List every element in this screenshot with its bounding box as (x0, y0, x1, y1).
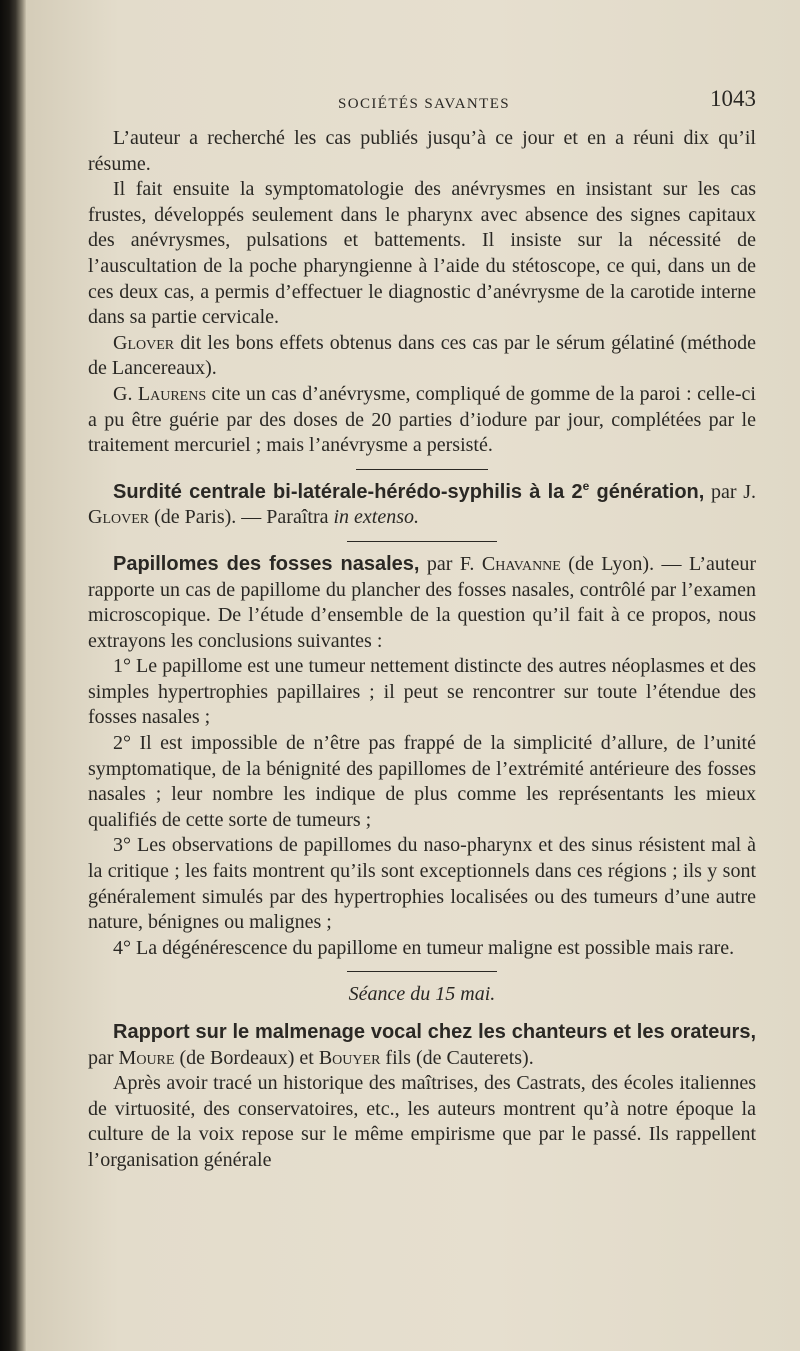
byline-mid: (de Bordeaux) et (174, 1046, 319, 1069)
paragraph-text: (de Lyon). — L’auteur rapporte un cas de papillome du plancher des fosses nasales, contrôlé par l’examen microscopique. De l’étude d’ensemble de la question qu’il fait à ce propos, nous extrayons les conclusions suivantes : (88, 552, 757, 652)
conclusion-item: 2° Il est impossible de n’être pas frappé de la simplicité d’allure, de l’unité symptomatique, de la bénignité des papillomes de l’extrémité antérieure des fosses nasales ; leur nombre les indique de plus comme les représentants les mieux qualifiés de cette sorte de tumeurs ; (88, 732, 756, 831)
section-title: Surdité centrale bi-latérale-hérédo-syphilis à la 2 (113, 480, 583, 503)
section-rapport (88, 1020, 756, 1071)
running-head (88, 86, 756, 116)
paragraph-text: cite un cas d’anévrysme, compliqué de gomme de la paroi : celle-ci a pu être guérie par des doses de 20 parties d’iodure par jour, complétées par le traitement mercuriel ; mais l’anévrysme a persisté. (88, 382, 756, 457)
conclusion-item: 1° Le papillome est une tumeur nettement distincte des autres néoplasmes et des simples hypertrophies papillaires ; il peut se rencontrer sur toute l’étendue des fosses nasales ; (88, 655, 756, 729)
section-divider (347, 971, 497, 972)
book-binding-shadow (0, 0, 26, 1351)
author-initial: G. (113, 382, 138, 405)
author-name: Glover (88, 506, 150, 529)
byline: par (88, 1046, 119, 1069)
conclusion-item: 3° Les observations de papillomes du naso-pharynx et des sinus résistent mal à la critique ; les faits montrent qu’ils sont exceptionnels dans ces régions ; ils y sont généralement simulés par des hypertrophies localisées ou des tumeurs d’une autre nature, bénignes ou malignes ; (88, 834, 756, 934)
author-name: Bouyer (318, 1046, 381, 1069)
section-papillomes (88, 552, 756, 654)
byline: par J. (704, 480, 756, 503)
author-name: Laurens (137, 382, 207, 405)
section-divider (356, 469, 488, 470)
byline-place: (de Paris). — Paraîtra (149, 506, 334, 529)
paragraph-symptomatology: Il fait ensuite la symptomatologie des anévrysmes en insistant sur les cas frustes, développés seulement dans le pharynx avec absence des signes capitaux des anévrysmes, pulsations et battements. Il insiste sur la nécessité de l’auscultation de la poche pharyngienne à l’aide du stétoscope, ce qui, dans un de ces deux cas, a permis d’effectuer le diagnostic d’anévrysme de la carotide interne dans sa partie cervicale. (88, 178, 756, 329)
section-title-end: génération, (589, 480, 705, 503)
conclusion-item: 4° La dégénérescence du papillome en tumeur maligne est possible mais rare. (113, 936, 735, 959)
section-title: Rapport sur le malmenage vocal chez les chanteurs et les orateurs, (113, 1021, 756, 1043)
paragraph-laurens (88, 382, 756, 459)
author-name: Glover (113, 331, 175, 354)
session-heading: Séance du 15 mai. (348, 983, 496, 1006)
section-divider (347, 541, 497, 542)
paragraph-text: dit les bons effets obtenus dans ces cas par le sérum gélatiné (méthode de Lancereaux). (88, 331, 756, 380)
page-number: 1043 (710, 86, 756, 111)
section-title: Papillomes des fosses nasales, (113, 552, 420, 575)
paragraph-cases: L’auteur a recherché les cas publiés jusqu’à ce jour et en a réuni dix qu’il résume. (88, 127, 756, 175)
extenso-note: in extenso. (333, 506, 420, 529)
page (26, 0, 800, 1351)
byline: par F. (419, 552, 482, 575)
running-head-title: SOCIÉTÉS SAVANTES (338, 96, 511, 112)
paragraph-rapport: Après avoir tracé un historique des maîtrises, des Castrats, des écoles italiennes de virtuosité, des conservatoires, etc., les auteurs montrent qu’à notre époque la culture de la voix repose sur le même empirisme que par le passé. Ils rappellent l’organisation générale (88, 1072, 756, 1171)
author-name: Moure (118, 1046, 175, 1069)
byline-rest: fils (de Cauterets). (380, 1046, 534, 1069)
page-content (88, 86, 756, 1174)
superscript: e (582, 478, 590, 493)
paragraph-glover (88, 331, 756, 382)
section-surdite (88, 480, 756, 531)
author-name: Chavanne (481, 552, 561, 575)
